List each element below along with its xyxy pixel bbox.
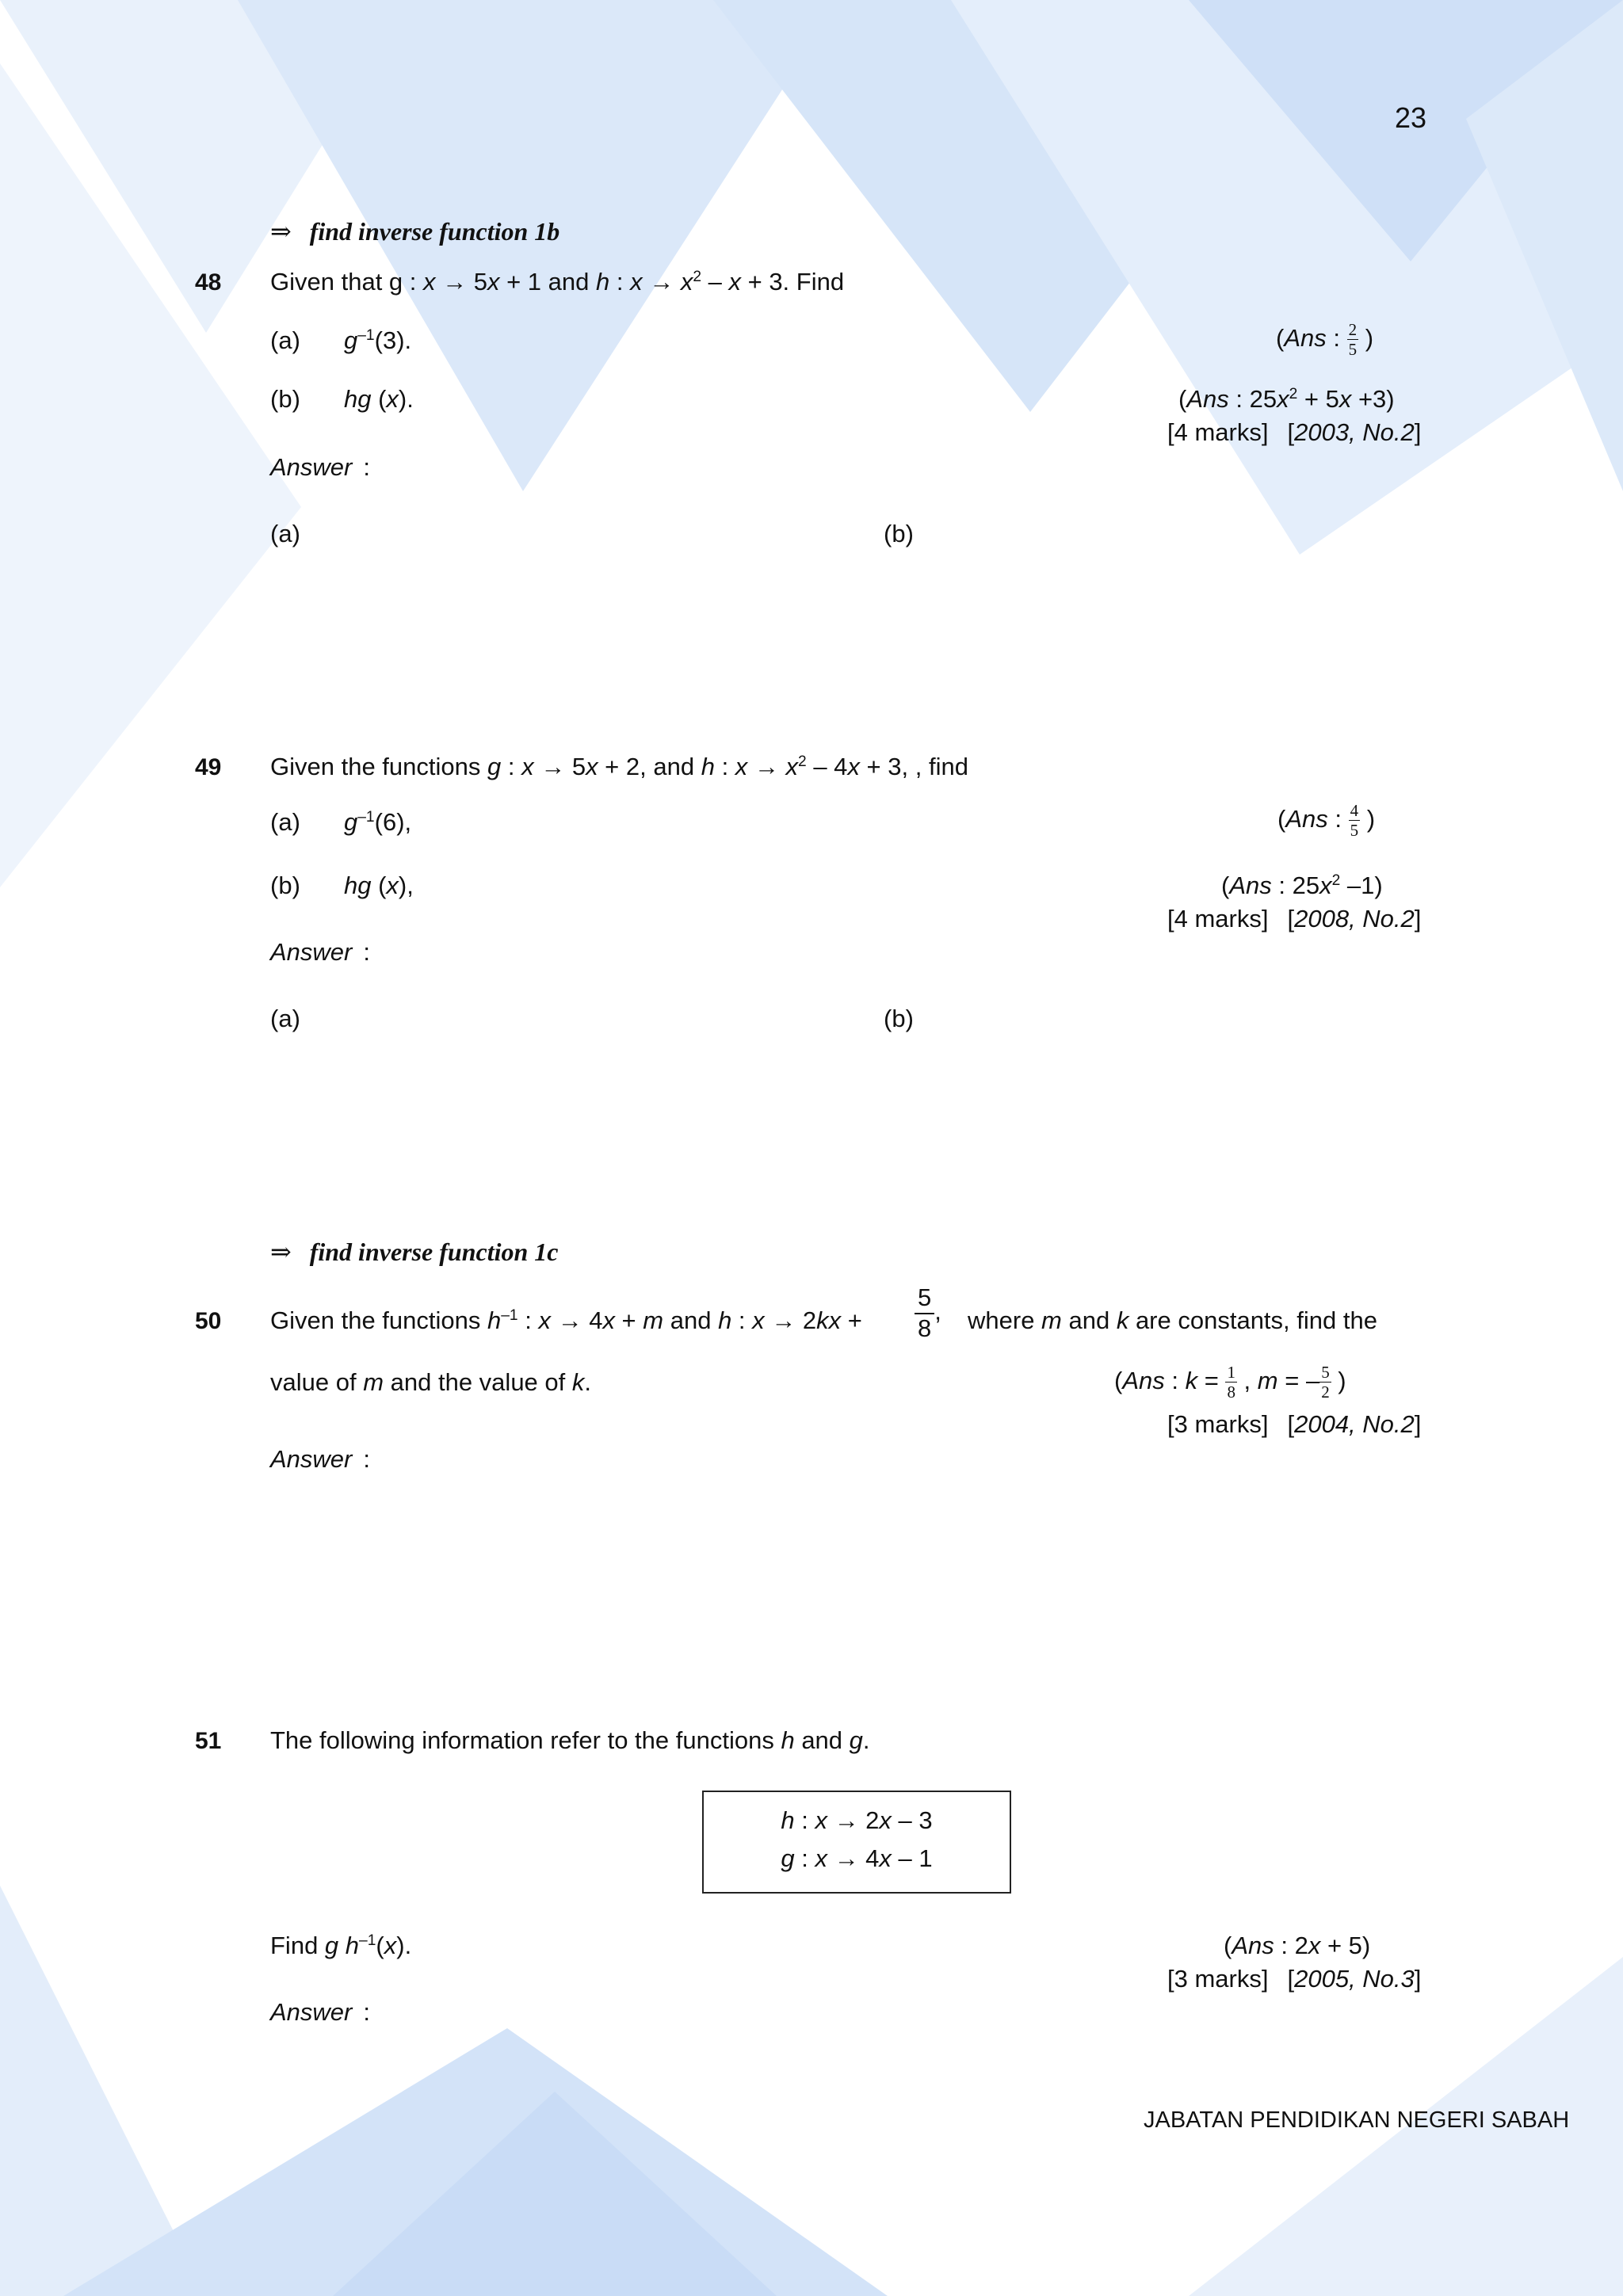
q50-stem-right: where m and k are constants, find the (968, 1306, 1377, 1334)
q48-answer-b: (Ans : $25x^2 + 5x +3$) (1178, 385, 1395, 413)
q50-marks: [3 marks] [2004, No.2] (1167, 1410, 1422, 1438)
q49-part-a-expr: $g^{-1}(6)$, (344, 808, 412, 836)
section-header-1c (270, 1237, 558, 1267)
q50-stem-line2: value of m and the value of k. (270, 1368, 591, 1396)
q50-answer-label: Answer : (270, 1445, 370, 1473)
q49-answer-a: (Ans : $\frac{4}{5}$ ) (1277, 801, 1376, 840)
q48-workspace-b: (b) (884, 520, 914, 547)
q48-stem: Given that g : x → 5x + 1 and h : $x \to x^2 - x + 3$. Find (270, 268, 845, 296)
q48-part-b-expr: hg (x). (344, 385, 414, 413)
function-definition-box (702, 1791, 1011, 1894)
q49-answer-label: Answer : (270, 938, 370, 966)
q49-stem: Given the functions g : x → 5x + 2, and h : $x \to x^2 - 4x + 3$, , find (270, 753, 968, 780)
box-line-g: g : x → 4x – 1 (781, 1844, 933, 1872)
q49-part-a-label: (a) (270, 808, 300, 836)
q49-workspace-b: (b) (884, 1005, 914, 1032)
section-header-1b (270, 216, 559, 246)
q48-answer-a: (Ans : $\frac{2}{5}$ ) (1276, 320, 1374, 359)
implies-arrow-icon: ⇒ (270, 1238, 292, 1266)
q49-marks: [4 marks] [2008, No.2] (1167, 905, 1422, 933)
q50-stem-left: Given the functions $h^{-1}$ : x → 4x + m and h : x → 2kx + (270, 1306, 862, 1334)
question-number-49: 49 (195, 754, 222, 780)
q48-part-a-expr: $g^{-1}(3)$. (344, 326, 412, 354)
section-title: find inverse function 1b (309, 217, 560, 246)
q51-marks: [3 marks] [2005, No.3] (1167, 1965, 1422, 1993)
q48-part-a-label: (a) (270, 326, 300, 354)
box-line-h: h : x → 2x – 3 (781, 1806, 933, 1834)
q48-marks: [4 marks] [2003, No.2] (1167, 418, 1422, 446)
implies-arrow-icon: ⇒ (270, 217, 292, 246)
q48-answer-label: Answer : (270, 453, 370, 481)
q48-part-b-label: (b) (270, 385, 300, 413)
q51-stem: The following information refer to the functions h and g. (270, 1726, 870, 1754)
question-number-50: 50 (195, 1308, 222, 1334)
q49-answer-b: (Ans : $25x^2$ –1) (1221, 871, 1383, 899)
q51-answer: (Ans : 2x + 5) (1224, 1932, 1371, 1959)
q50-fraction-five-eighths: $\frac{5}{8}$ , (915, 1285, 941, 1341)
q49-part-b-label: (b) (270, 871, 300, 899)
page-number: 23 (1395, 101, 1427, 134)
q49-workspace-a: (a) (270, 1005, 300, 1032)
question-number-51: 51 (195, 1728, 222, 1754)
section-title: find inverse function 1c (309, 1238, 559, 1266)
q49-part-b-expr: hg (x), (344, 871, 414, 899)
q50-answer: (Ans : k = $\frac{1}{8}$ , m = – $\frac{5}{2}$ ) (1114, 1363, 1346, 1402)
q51-answer-label: Answer : (270, 1998, 370, 2026)
q48-workspace-a: (a) (270, 520, 300, 547)
q51-find: Find g $h^{-1}(x)$. (270, 1932, 412, 1959)
question-number-48: 48 (195, 269, 222, 296)
footer-department: JABATAN PENDIDIKAN NEGERI SABAH (1144, 2107, 1570, 2133)
